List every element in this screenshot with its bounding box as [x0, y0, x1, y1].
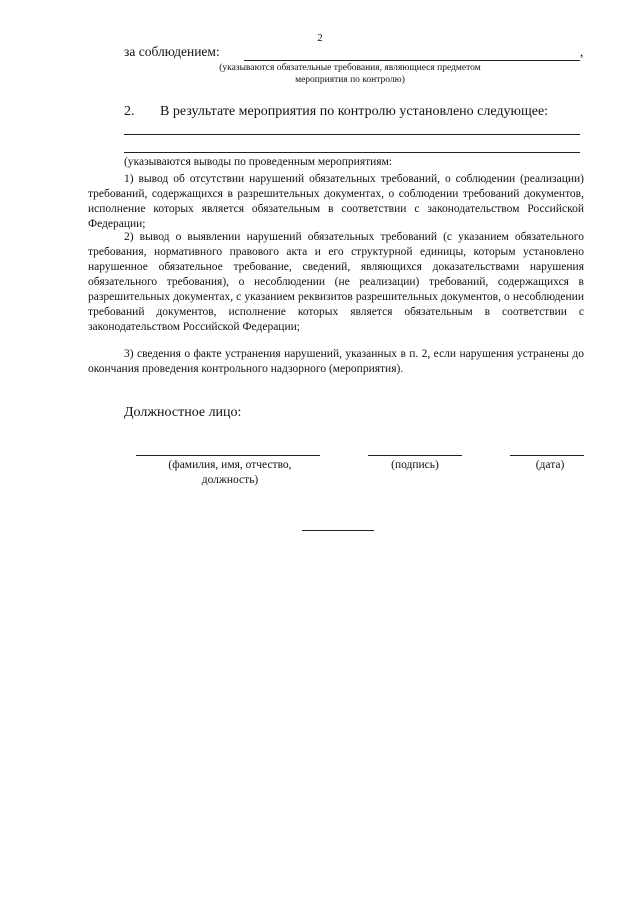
observance-label: за соблюдением:: [124, 44, 220, 59]
observance-fill-line: [244, 60, 580, 61]
finding-item-1: 1) вывод об отсутствии нарушений обязательных требований, о соблюдении (реализации) требований, содержащихся в разрешительных документах, о соблюдении требований документов, исполнение которых является обязательным в соответствии с законодательством Российской Федерации;: [88, 173, 584, 230]
findings-hint: (указываются выводы по проведенным мероприятиям:: [124, 156, 393, 168]
observance-comma: ,: [580, 44, 584, 59]
date-line: [510, 455, 584, 456]
end-of-document-line: [302, 530, 374, 531]
name-caption: (фамилия, имя, отчество, должность): [168, 459, 292, 486]
observance-note: (указываются обязательные требования, являющиеся предметом мероприятия по контролю): [219, 63, 481, 85]
signature-line: [368, 455, 462, 456]
signature-caption: (подпись): [391, 459, 439, 471]
page-number: 2: [317, 32, 323, 44]
finding-item-2: 2) вывод о выявлении нарушений обязательных требований (с указанием обязательного требования, нормативного правового акта и его структурной единицы, которым установлено нарушенное обязательное требование, сведений, являющихся доказательствами нарушения обязательного требования), о несоблюдении (не реализации) требований, содержащихся в разрешительных документах, с указанием реквизитов разрешительных документов, о несоблюдении требований документов, исполнение которых является обязательным в соответствии с законодательством Российской Федерации;: [88, 231, 584, 333]
section-heading: В результате мероприятия по контролю установлено следующее:: [160, 104, 549, 119]
official-label: Должностное лицо:: [124, 405, 242, 420]
name-signature-line: [136, 455, 320, 456]
findings-fill-line-1: [124, 134, 580, 135]
findings-fill-line-2: [124, 152, 580, 153]
section-number: 2.: [124, 104, 135, 119]
date-caption: (дата): [535, 459, 565, 471]
finding-item-3: 3) сведения о факте устранения нарушений, указанных в п. 2, если нарушения устранены до окончания проведения контрольного надзорного (мероприятия).: [88, 348, 584, 375]
